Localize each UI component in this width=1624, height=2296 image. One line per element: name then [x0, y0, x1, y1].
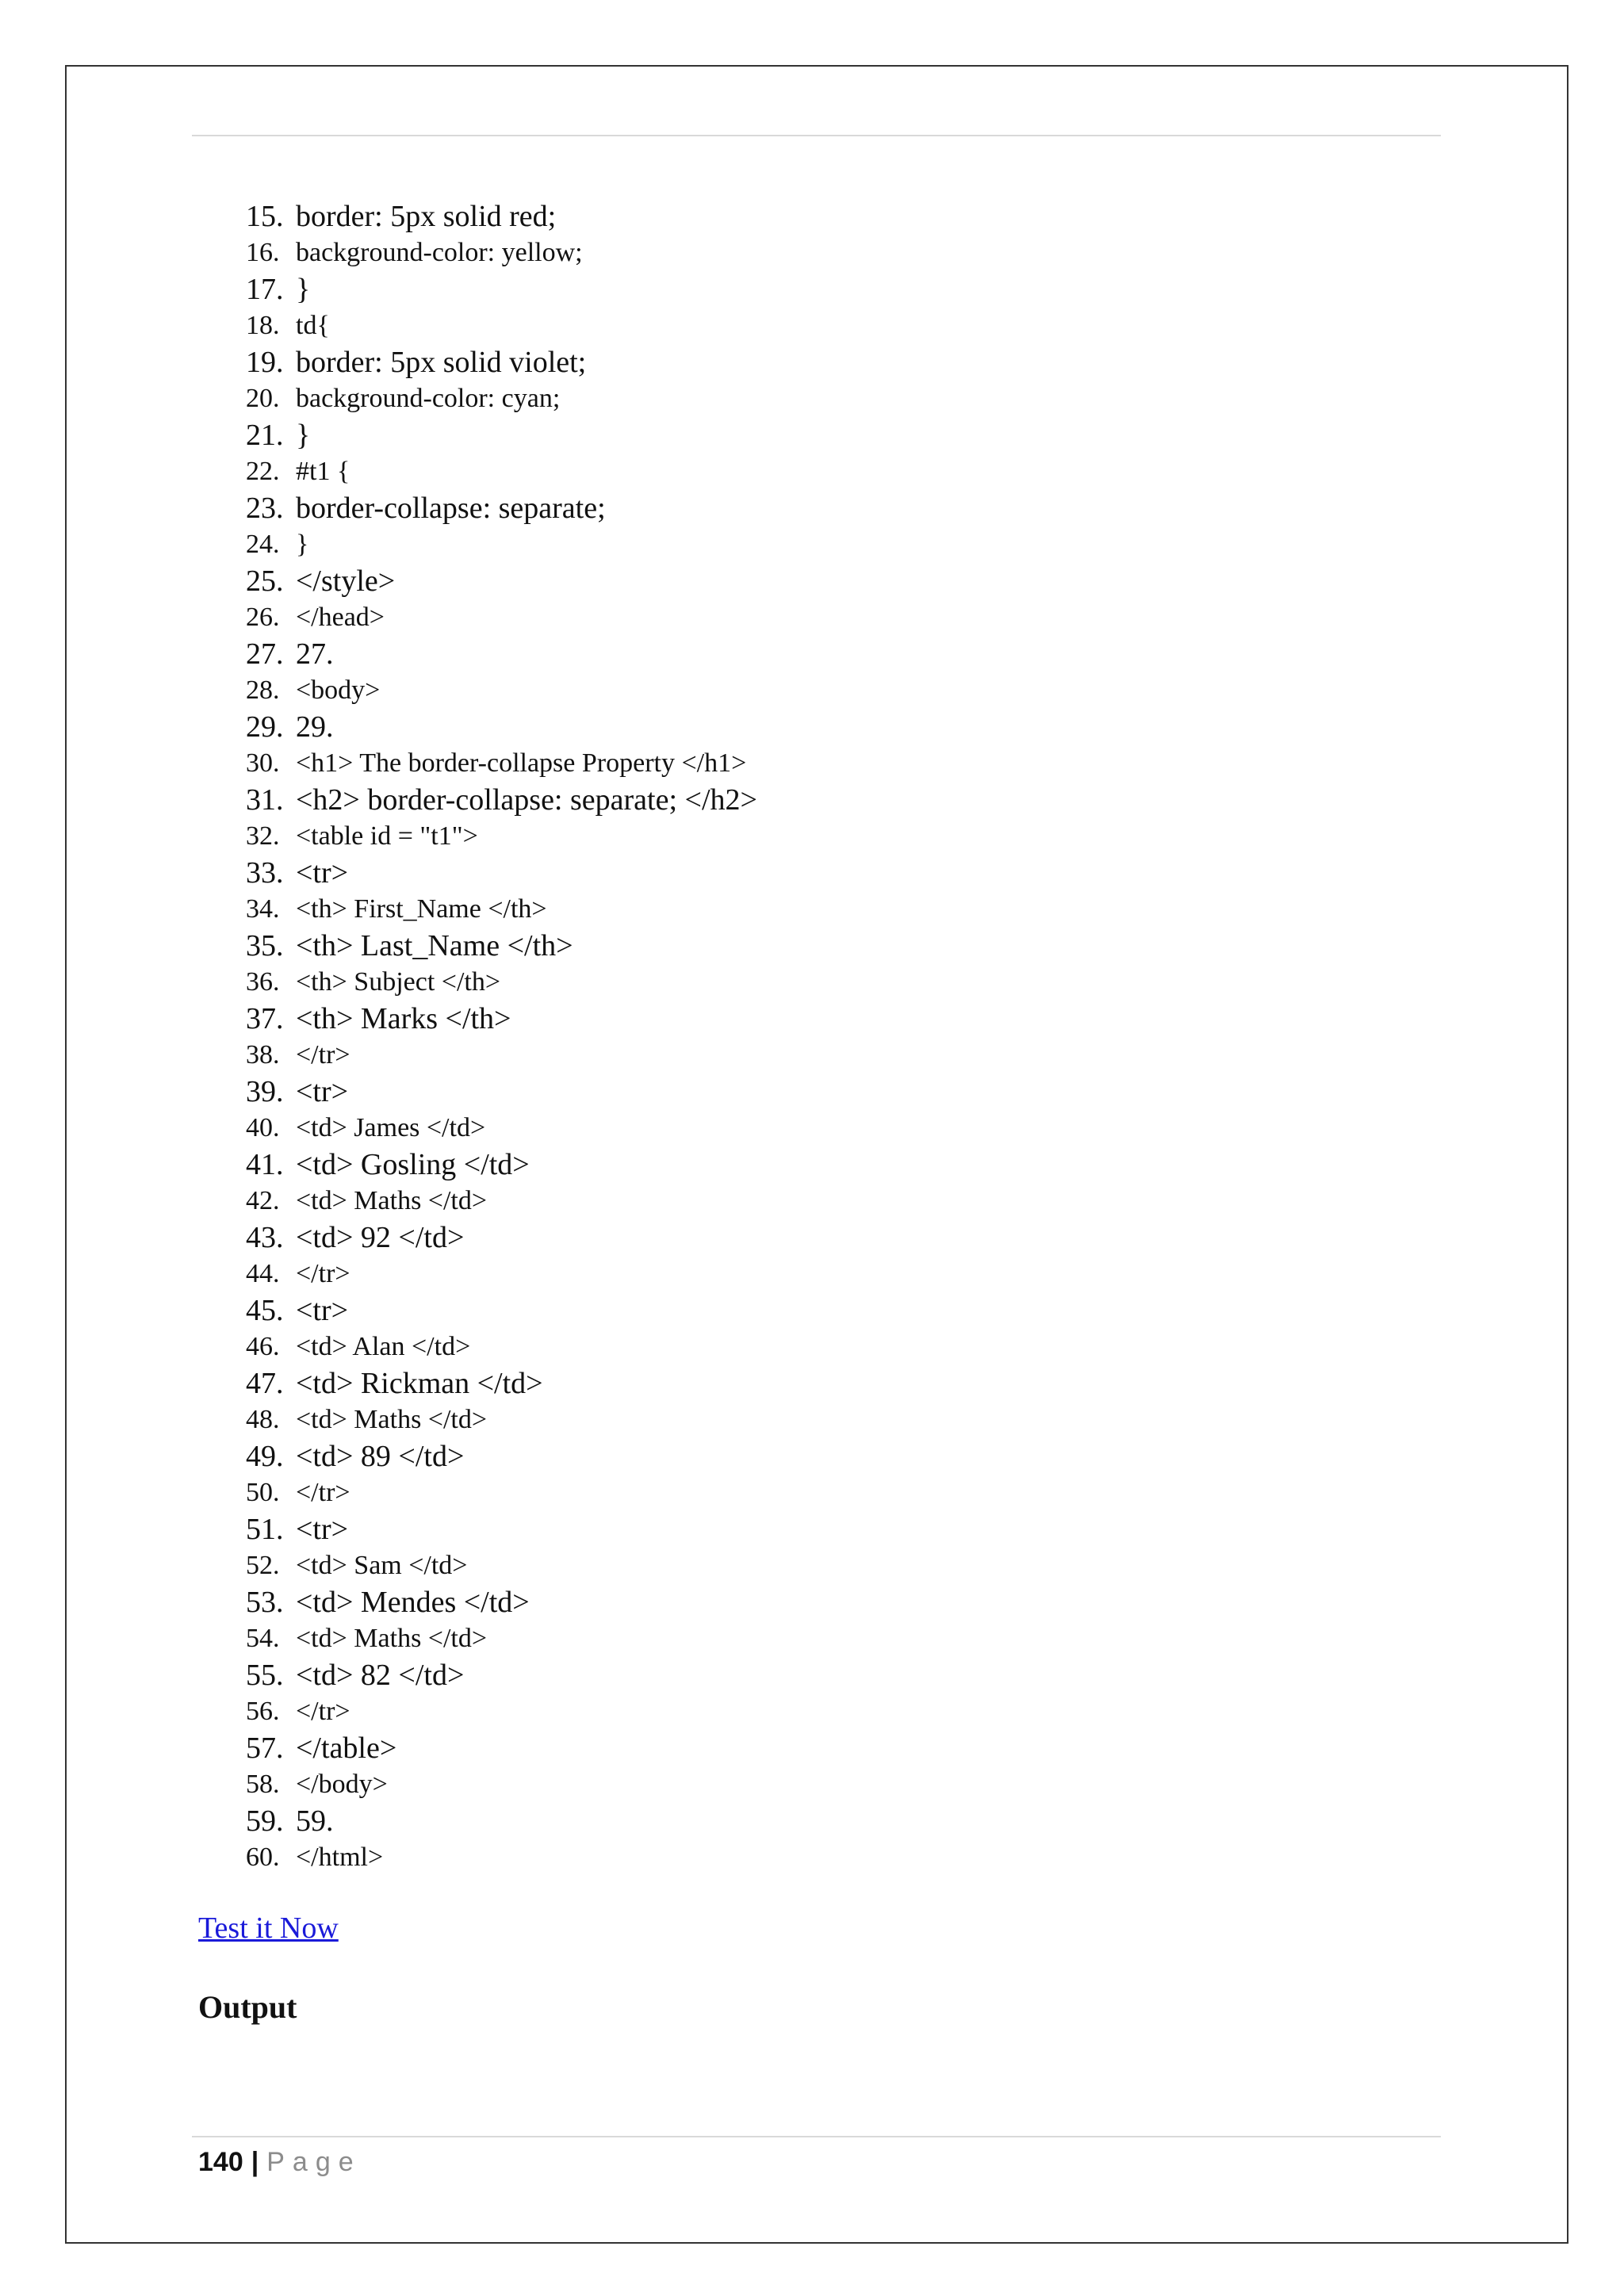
code-text: background-color: cyan; [296, 384, 561, 413]
code-line [246, 1292, 1435, 1329]
code-text: <th> Marks </th> [296, 1002, 511, 1035]
code-line [246, 928, 1435, 964]
page-footer [198, 2147, 362, 2178]
line-number: 34. [246, 894, 280, 924]
code-line [246, 1475, 1435, 1511]
code-text: <td> 92 </td> [296, 1221, 465, 1254]
line-number: 47. [246, 1367, 284, 1400]
code-text: <td> Alan </td> [296, 1332, 471, 1361]
code-text: <td> Gosling </td> [296, 1148, 530, 1181]
code-text: <th> Last_Name </th> [296, 929, 573, 962]
code-text: border: 5px solid violet; [296, 346, 587, 379]
code-text: <tr> [296, 1513, 349, 1546]
page-label: Page [266, 2147, 362, 2177]
code-text: #t1 { [296, 457, 350, 486]
code-line [246, 745, 1435, 782]
code-line [246, 1001, 1435, 1037]
code-line [246, 1511, 1435, 1548]
line-number: 19. [246, 346, 284, 379]
code-text: <td> 82 </td> [296, 1659, 465, 1692]
code-text: <tr> [296, 1075, 349, 1108]
code-line [246, 1256, 1435, 1292]
line-number: 37. [246, 1002, 284, 1035]
code-text: <table id = "t1"> [296, 821, 478, 851]
code-text: border-collapse: separate; [296, 492, 606, 525]
code-line [246, 636, 1435, 672]
code-line [246, 344, 1435, 381]
code-text: 29. [296, 710, 334, 744]
line-number: 35. [246, 929, 284, 962]
line-number: 46. [246, 1332, 280, 1361]
code-text: </tr> [296, 1478, 350, 1507]
code-line [246, 818, 1435, 855]
line-number: 38. [246, 1040, 280, 1070]
code-line [246, 1621, 1435, 1657]
line-number: 31. [246, 783, 284, 817]
line-number: 16. [246, 238, 280, 267]
line-number: 43. [246, 1221, 284, 1254]
code-text: background-color: yellow; [296, 238, 583, 267]
code-text: </tr> [296, 1040, 350, 1070]
code-line [246, 1365, 1435, 1402]
code-text: </tr> [296, 1697, 350, 1726]
line-number: 15. [246, 200, 284, 233]
line-number: 54. [246, 1624, 280, 1653]
code-listing [246, 198, 1435, 1876]
line-number: 52. [246, 1551, 280, 1580]
code-line [246, 526, 1435, 563]
code-text: border: 5px solid red; [296, 200, 557, 233]
line-number: 39. [246, 1075, 284, 1108]
line-number: 29. [246, 710, 284, 744]
line-number: 25. [246, 564, 284, 598]
line-number: 59. [246, 1804, 284, 1838]
line-number: 49. [246, 1440, 284, 1473]
code-text: <td> Maths </td> [296, 1405, 488, 1434]
code-text: </body> [296, 1770, 388, 1799]
footer-separator: | [251, 2147, 259, 2177]
code-line [246, 891, 1435, 928]
line-number: 58. [246, 1770, 280, 1799]
code-text: <td> Rickman </td> [296, 1367, 543, 1400]
line-number: 26. [246, 603, 280, 632]
code-text: <td> Maths </td> [296, 1186, 488, 1215]
code-line [246, 417, 1435, 453]
code-line [246, 1219, 1435, 1256]
line-number: 27. [246, 637, 284, 671]
code-line [246, 563, 1435, 599]
line-number: 57. [246, 1732, 284, 1765]
footer-rule [192, 2136, 1441, 2137]
code-line [246, 1730, 1435, 1766]
code-line [246, 1584, 1435, 1621]
code-text: <tr> [296, 856, 349, 890]
line-number: 48. [246, 1405, 280, 1434]
code-line [246, 1766, 1435, 1803]
code-line [246, 599, 1435, 636]
code-text: </tr> [296, 1259, 350, 1288]
line-number: 33. [246, 856, 284, 890]
line-number: 24. [246, 530, 280, 559]
code-line [246, 1803, 1435, 1839]
code-line [246, 1329, 1435, 1365]
line-number: 50. [246, 1478, 280, 1507]
code-text: <td> Sam </td> [296, 1551, 468, 1580]
line-number: 41. [246, 1148, 284, 1181]
code-line [246, 490, 1435, 526]
line-number: 30. [246, 748, 280, 778]
code-line [246, 1037, 1435, 1073]
code-line [246, 198, 1435, 235]
output-heading: Output [198, 1989, 297, 2025]
test-it-now-link[interactable]: Test it Now [198, 1911, 339, 1945]
code-text: <th> First_Name </th> [296, 894, 547, 924]
line-number: 51. [246, 1513, 284, 1546]
code-text: } [296, 273, 311, 306]
code-text: 27. [296, 637, 334, 671]
line-number: 36. [246, 967, 280, 997]
code-line [246, 1402, 1435, 1438]
code-text: </head> [296, 603, 385, 632]
code-line [246, 964, 1435, 1001]
line-number: 53. [246, 1586, 284, 1619]
code-line [246, 782, 1435, 818]
code-line [246, 1073, 1435, 1110]
line-number: 45. [246, 1294, 284, 1327]
code-line [246, 672, 1435, 709]
code-text: </html> [296, 1843, 384, 1872]
page-number: 140 [198, 2147, 243, 2177]
line-number: 18. [246, 311, 280, 340]
code-line [246, 709, 1435, 745]
code-line [246, 453, 1435, 490]
code-line [246, 1839, 1435, 1876]
code-text: <h2> border-collapse: separate; </h2> [296, 783, 757, 817]
code-line [246, 1438, 1435, 1475]
code-line [246, 271, 1435, 308]
header-rule [192, 135, 1441, 136]
code-text: 59. [296, 1804, 334, 1838]
line-number: 23. [246, 492, 284, 525]
code-text: } [296, 530, 309, 559]
code-line [246, 1183, 1435, 1219]
code-line [246, 1693, 1435, 1730]
line-number: 20. [246, 384, 280, 413]
code-text: <td> James </td> [296, 1113, 486, 1142]
line-number: 44. [246, 1259, 280, 1288]
code-line [246, 855, 1435, 891]
line-number: 40. [246, 1113, 280, 1142]
code-text: <body> [296, 675, 381, 705]
line-number: 60. [246, 1843, 280, 1872]
line-number: 17. [246, 273, 284, 306]
line-number: 28. [246, 675, 280, 705]
line-number: 55. [246, 1659, 284, 1692]
line-number: 32. [246, 821, 280, 851]
line-number: 22. [246, 457, 280, 486]
line-number: 21. [246, 419, 284, 452]
code-text: </table> [296, 1732, 397, 1765]
code-text: <th> Subject </th> [296, 967, 501, 997]
line-number: 56. [246, 1697, 280, 1726]
code-text: td{ [296, 311, 330, 340]
code-line [246, 308, 1435, 344]
code-line [246, 235, 1435, 271]
code-text: } [296, 419, 311, 452]
code-text: <h1> The border-collapse Property </h1> [296, 748, 747, 778]
line-number: 42. [246, 1186, 280, 1215]
code-text: <td> Maths </td> [296, 1624, 488, 1653]
code-line [246, 1548, 1435, 1584]
code-text: <td> Mendes </td> [296, 1586, 530, 1619]
code-text: <td> 89 </td> [296, 1440, 465, 1473]
code-line [246, 381, 1435, 417]
code-text: <tr> [296, 1294, 349, 1327]
code-text: </style> [296, 564, 396, 598]
code-line [246, 1657, 1435, 1693]
code-line [246, 1146, 1435, 1183]
code-line [246, 1110, 1435, 1146]
